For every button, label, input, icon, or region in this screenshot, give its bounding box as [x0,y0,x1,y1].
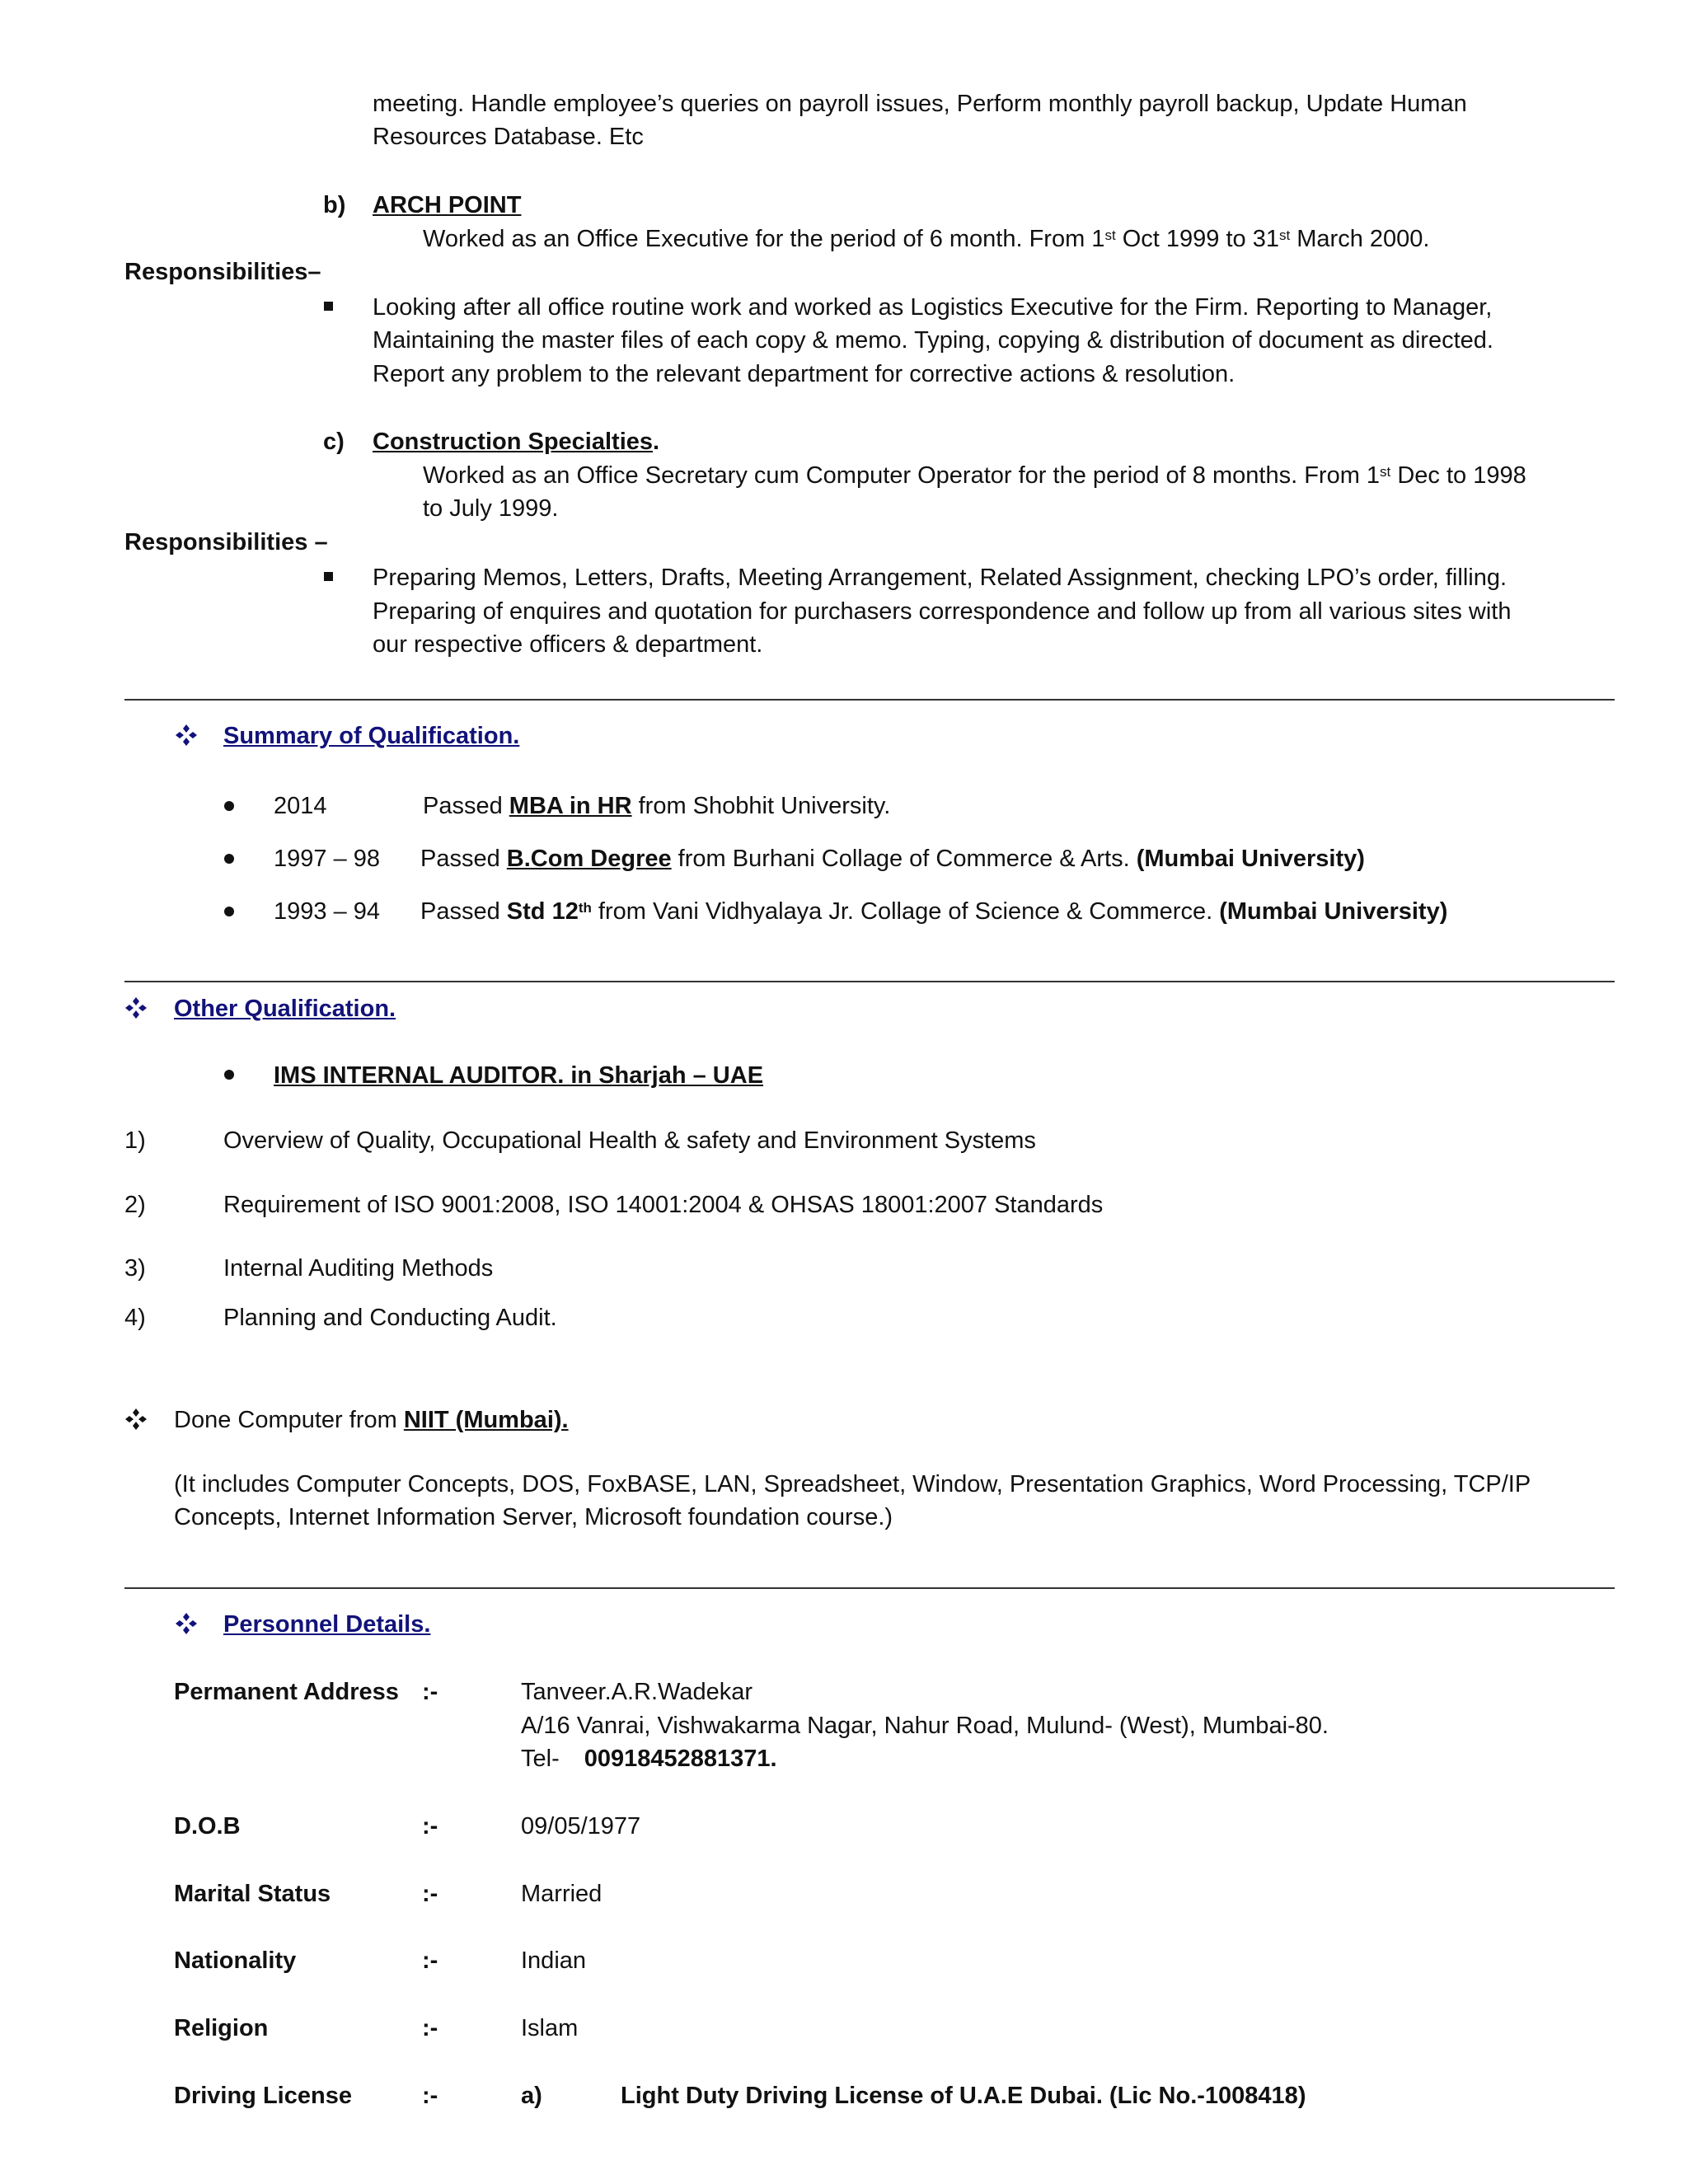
religion-label: Religion [174,2015,269,2041]
telephone: Tel- 00918452881371. [521,1746,777,1772]
personnel-details-heading: Personnel Details. [223,1611,431,1638]
section-divider [124,699,1615,701]
list-item: Requirement of ISO 9001:2008, ISO 14001:2004 & OHSAS 18001:2007 Standards [223,1192,1104,1218]
field-separator: :- [422,1679,438,1705]
list-item: Internal Auditing Methods [223,1255,494,1282]
company-arch-point: ARCH POINT [373,192,522,218]
field-separator: :- [422,1813,438,1840]
construction-resp-line-3: our respective officers & department. [373,631,763,658]
other-qualification-heading: Other Qualification. [174,996,396,1022]
item-marker-c: c) [323,429,345,455]
construction-worked-line-2: to July 1999. [423,495,559,522]
qualification-year: 1997 – 98 [274,846,381,872]
list-item-number: 4) [124,1305,146,1331]
qualification-year: 2014 [274,793,327,819]
four-diamond-bullet-icon [124,1408,148,1431]
section-divider [124,981,1615,982]
arch-point-resp-line-3: Report any problem to the relevant department for corrective actions & resolution. [373,361,1236,387]
item-marker-b: b) [323,192,346,218]
company-construction-specialties: Construction Specialties. [373,429,660,455]
responsibilities-label-c: Responsibilities – [124,529,328,555]
permanent-address-label: Permanent Address [174,1679,399,1705]
license-marker: a) [521,2083,542,2109]
dob-value: 09/05/1977 [521,1813,641,1840]
construction-worked: Worked as an Office Secretary cum Computer Operator for the period of 8 months. From 1st Dec to 1998 [423,462,1526,489]
responsibilities-label-b: Responsibilities– [124,259,321,285]
marital-status-value: Married [521,1881,603,1907]
field-separator: :- [422,2015,438,2041]
qualification-detail: Passed B.Com Degree from Burhani Collage of Commerce & Arts. (Mumbai University) [420,846,1365,872]
bullet-dot-icon [224,1070,234,1080]
qualification-year: 1993 – 94 [274,898,381,925]
field-separator: :- [422,1881,438,1907]
bullet-dot-icon [224,801,234,811]
nationality-value: Indian [521,1947,587,1974]
section-divider [124,1587,1615,1589]
arch-point-worked: Worked as an Office Executive for the period of 6 month. From 1st Oct 1999 to 31st March 2000. [423,226,1430,252]
list-item-number: 3) [124,1255,146,1282]
construction-resp-line-2: Preparing of enquires and quotation for purchasers correspondence and follow up from all various sites with [373,598,1512,625]
driving-license-label: Driving License [174,2083,352,2109]
four-diamond-bullet-icon [175,724,198,747]
religion-value: Islam [521,2015,579,2041]
intro-line-2: Resources Database. Etc [373,124,644,150]
list-item: Planning and Conducting Audit. [223,1305,557,1331]
field-separator: :- [422,2083,438,2109]
intro-line-1: meeting. Handle employee’s queries on payroll issues, Perform monthly payroll backup, Update Human [373,91,1467,117]
list-item-number: 2) [124,1192,146,1218]
field-separator: :- [422,1947,438,1974]
dob-label: D.O.B [174,1813,241,1840]
qualification-detail: Passed Std 12th from Vani Vidhyalaya Jr. Collage of Science & Commerce. (Mumbai University) [420,898,1448,925]
construction-resp-line-1: Preparing Memos, Letters, Drafts, Meeting Arrangement, Related Assignment, checking LPO’s order, filling. [373,565,1507,591]
list-item-number: 1) [124,1127,146,1154]
marital-status-label: Marital Status [174,1881,331,1907]
arch-point-resp-line-2: Maintaining the master files of each copy & memo. Typing, copying & distribution of document as directed. [373,327,1493,354]
four-diamond-bullet-icon [124,996,148,1019]
driving-license-value: Light Duty Driving License of U.A.E Dubai. (Lic No.-1008418) [621,2083,1306,2109]
square-bullet-icon [324,302,333,311]
qualification-detail: Passed MBA in HR from Shobhit University. [423,793,891,819]
bullet-dot-icon [224,907,234,916]
four-diamond-bullet-icon [175,1612,198,1635]
list-item: Overview of Quality, Occupational Health & safety and Environment Systems [223,1127,1036,1154]
ims-auditor-title: IMS INTERNAL AUDITOR. in Sharjah – UAE [274,1062,764,1089]
square-bullet-icon [324,572,333,581]
bullet-dot-icon [224,854,234,864]
summary-heading: Summary of Qualification. [223,723,520,749]
computer-course-note-line-2: Concepts, Internet Information Server, Microsoft foundation course.) [174,1504,893,1530]
computer-course: Done Computer from NIIT (Mumbai). [174,1407,569,1433]
nationality-label: Nationality [174,1947,297,1974]
address-name: Tanveer.A.R.Wadekar [521,1679,753,1705]
address-line: A/16 Vanrai, Vishwakarma Nagar, Nahur Road, Mulund- (West), Mumbai-80. [521,1713,1329,1739]
computer-course-note-line-1: (It includes Computer Concepts, DOS, FoxBASE, LAN, Spreadsheet, Window, Presentation Graphics, Word Processing, TCP/IP [174,1471,1531,1497]
arch-point-resp-line-1: Looking after all office routine work and worked as Logistics Executive for the Firm. Reporting to Manager, [373,294,1493,321]
